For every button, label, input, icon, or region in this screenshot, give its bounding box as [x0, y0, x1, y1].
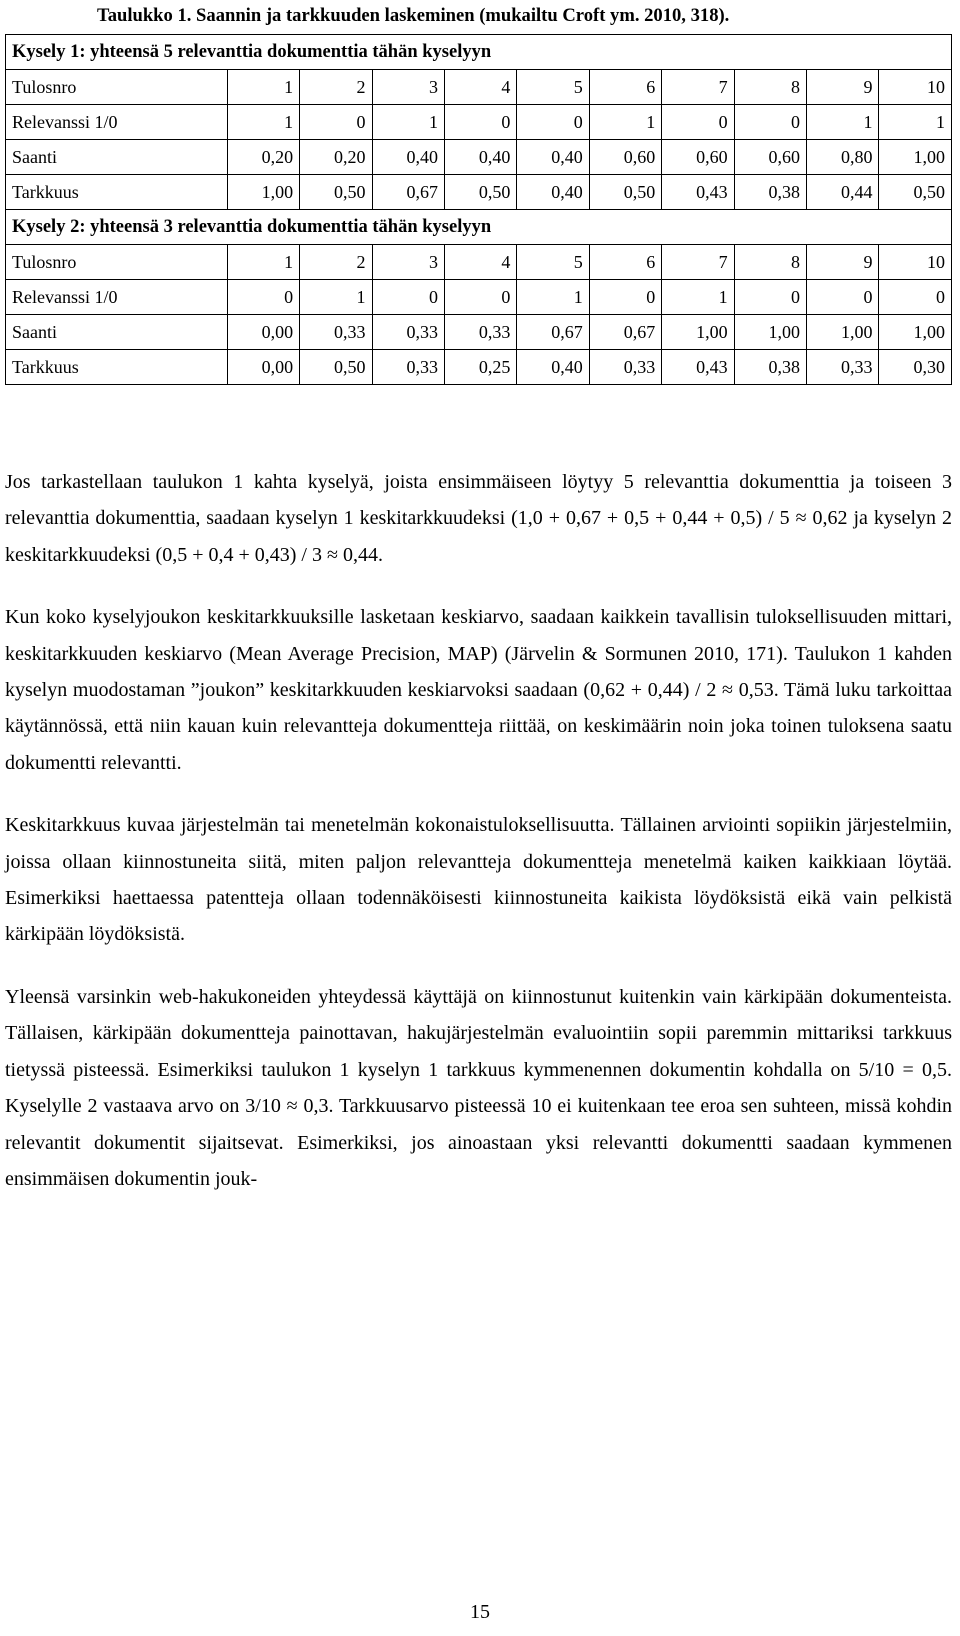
table-cell: 0 [444, 280, 516, 315]
page-number: 15 [470, 1601, 490, 1623]
paragraph: Kun koko kyselyjoukon keskitarkkuuksille lasketaan keskiarvo, saadaan kaikkein tavallisin tuloksellisuuden mittari, keskitarkkuuden keskiarvo (Mean Average Precision, MAP) (Järvelin & Sormunen 2010, 171). Taulukon 1 kahden kyselyn muodostaman ”joukon” keskitarkkuuden keskiarvoksi saadaan (0,62 + 0,44) / 2 ≈ 0,53. Tämä luku tarkoittaa käytännössä, että niin kauan kuin relevantteja dokumentteja riittää, on keskimäärin noin joka toinen tuloksena saatu dokumentti relevantti. [5, 606, 952, 774]
table-cell: 8 [734, 245, 806, 280]
table-cell: 0,20 [300, 140, 372, 175]
query-heading: Kysely 2: yhteensä 3 relevanttia dokumenttia tähän kyselyyn [6, 210, 952, 245]
table-cell: 0,38 [734, 350, 806, 385]
table-cell: 1 [372, 105, 444, 140]
table-cell: 0 [879, 280, 952, 315]
row-label: Relevanssi 1/0 [6, 105, 228, 140]
table-cell: 3 [372, 245, 444, 280]
table-cell: 0,67 [372, 175, 444, 210]
table-cell: 0 [662, 105, 734, 140]
table-cell: 1,00 [734, 315, 806, 350]
row-label: Saanti [6, 315, 228, 350]
table-cell: 1 [227, 245, 299, 280]
table-cell: 0,00 [227, 350, 299, 385]
table-cell: 0,33 [372, 315, 444, 350]
table-cell: 0,60 [662, 140, 734, 175]
table-cell: 3 [372, 70, 444, 105]
table-cell: 0,30 [879, 350, 952, 385]
table-cell: 0 [734, 105, 806, 140]
table-cell: 4 [444, 70, 516, 105]
table-row [6, 350, 952, 385]
table-cell: 0 [734, 280, 806, 315]
table-cell: 1 [517, 280, 589, 315]
table-cell: 0 [589, 280, 661, 315]
row-label: Tarkkuus [6, 175, 228, 210]
table-cell: 0 [807, 280, 879, 315]
table-cell: 1,00 [879, 315, 952, 350]
row-label: Tulosnro [6, 70, 228, 105]
table-row [6, 245, 952, 280]
table-row [6, 280, 952, 315]
table-cell: 4 [444, 245, 516, 280]
table-cell: 0,43 [662, 175, 734, 210]
table-cell: 0,33 [444, 315, 516, 350]
table-cell: 0,33 [589, 350, 661, 385]
table-cell: 10 [879, 70, 952, 105]
query-heading-row [6, 210, 952, 245]
table-row [6, 140, 952, 175]
results-table [5, 34, 952, 385]
table-cell: 1 [662, 280, 734, 315]
table-cell: 0,60 [589, 140, 661, 175]
table-cell: 0,33 [807, 350, 879, 385]
row-label: Saanti [6, 140, 228, 175]
table-cell: 1,00 [227, 175, 299, 210]
table-cell: 2 [300, 70, 372, 105]
table-cell: 6 [589, 70, 661, 105]
table-cell: 0 [300, 105, 372, 140]
table-cell: 10 [879, 245, 952, 280]
table-row [6, 175, 952, 210]
table-cell: 0,40 [372, 140, 444, 175]
table-cell: 1 [227, 105, 299, 140]
body-text [5, 464, 952, 1223]
table-cell: 1 [589, 105, 661, 140]
table-cell: 0 [227, 280, 299, 315]
row-label: Relevanssi 1/0 [6, 280, 228, 315]
paragraph: Jos tarkastellaan taulukon 1 kahta kyselyä, joista ensimmäiseen löytyy 5 relevanttia dokumenttia ja toiseen 3 relevanttia dokumenttia, saadaan kyselyn 1 keskitarkkuudeksi (1,0 + 0,67 + 0,5 + 0,44 + 0,5) / 5 ≈ 0,62 ja kyselyn 2 keskitarkkuudeksi (0,5 + 0,4 + 0,43) / 3 ≈ 0,44. [5, 471, 952, 566]
table-cell: 0,50 [879, 175, 952, 210]
table-cell: 1,00 [879, 140, 952, 175]
table-row [6, 315, 952, 350]
table-cell: 1 [807, 105, 879, 140]
table-row [6, 70, 952, 105]
table-cell: 0,40 [517, 140, 589, 175]
table-cell: 0,50 [300, 350, 372, 385]
query-heading: Kysely 1: yhteensä 5 relevanttia dokumenttia tähän kyselyyn [6, 35, 952, 70]
table-cell: 0,33 [372, 350, 444, 385]
table-cell: 0,20 [227, 140, 299, 175]
table-cell: 1,00 [662, 315, 734, 350]
table-cell: 0 [372, 280, 444, 315]
table-cell: 0,40 [517, 350, 589, 385]
table-cell: 0 [517, 105, 589, 140]
row-label: Tulosnro [6, 245, 228, 280]
table-cell: 8 [734, 70, 806, 105]
table-cell: 5 [517, 245, 589, 280]
table-cell: 1 [300, 280, 372, 315]
table-cell: 1 [227, 70, 299, 105]
table-cell: 9 [807, 245, 879, 280]
table-cell: 5 [517, 70, 589, 105]
paragraph: Yleensä varsinkin web-hakukoneiden yhteydessä käyttäjä on kiinnostunut kuitenkin vain kärkipään dokumenteista. Tällaisen, kärkipään dokumentteja painottavan, hakujärjestelmän evaluointiin sopii paremmin mittariksi tarkkuus tietyssä pisteessä. Esimerkiksi taulukon 1 kyselyn 1 tarkkuus kymmenennen dokumentin kohdalla on 5/10 = 0,5. Kyselylle 2 vastaava arvo on 3/10 ≈ 0,3. Tarkkuusarvo pisteessä 10 ei kuitenkaan tee eroa sen suhteen, missä kohdin relevantit dokumentit sijaitsevat. Esimerkiksi, jos ainoastaan yksi relevantti dokumentti saadaan kymmenen ensimmäisen dokumentin jouk- [5, 985, 952, 1190]
table-cell: 0,67 [517, 315, 589, 350]
table-cell: 1 [879, 105, 952, 140]
table-cell: 0,50 [444, 175, 516, 210]
table-cell: 2 [300, 245, 372, 280]
table-cell: 0,67 [589, 315, 661, 350]
table-cell: 0,00 [227, 315, 299, 350]
table-cell: 0,33 [300, 315, 372, 350]
table-cell: 0,44 [807, 175, 879, 210]
table-caption: Taulukko 1. Saannin ja tarkkuuden laskeminen (mukailtu Croft ym. 2010, 318). [97, 5, 730, 26]
table-cell: 0,50 [300, 175, 372, 210]
paragraph: Keskitarkkuus kuvaa järjestelmän tai menetelmän kokonaistuloksellisuutta. Tällainen arviointi sopiikin järjestelmiin, joissa ollaan kiinnostuneita siitä, miten paljon relevantteja dokumentteja menetelmä kaiken kaikkiaan löytää. Esimerkiksi haettaessa patentteja ollaan todennäköisesti kiinnostuneita kaikista löydöksistä eikä vain pelkistä kärkipään löydöksistä. [5, 814, 952, 946]
table-cell: 0,80 [807, 140, 879, 175]
table-cell: 1,00 [807, 315, 879, 350]
table-cell: 0,40 [444, 140, 516, 175]
table-cell: 7 [662, 70, 734, 105]
results-table-body [6, 35, 952, 385]
table-row [6, 105, 952, 140]
table-cell: 0,43 [662, 350, 734, 385]
table-cell: 0,50 [589, 175, 661, 210]
table-cell: 0 [444, 105, 516, 140]
table-cell: 0,25 [444, 350, 516, 385]
table-cell: 0,40 [517, 175, 589, 210]
table-cell: 0,38 [734, 175, 806, 210]
row-label: Tarkkuus [6, 350, 228, 385]
query-heading-row [6, 35, 952, 70]
table-cell: 0,60 [734, 140, 806, 175]
table-cell: 7 [662, 245, 734, 280]
table-cell: 9 [807, 70, 879, 105]
table-cell: 6 [589, 245, 661, 280]
